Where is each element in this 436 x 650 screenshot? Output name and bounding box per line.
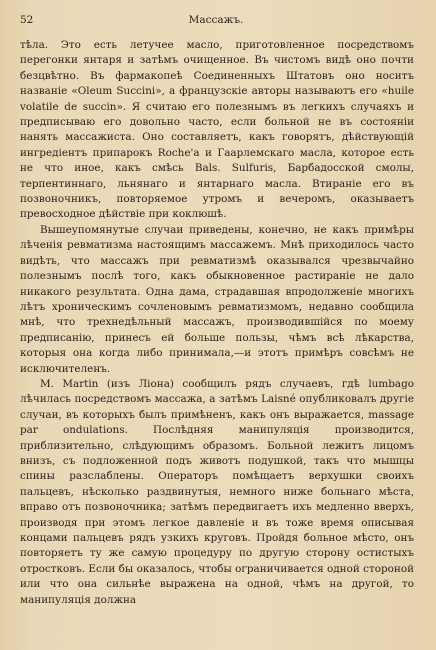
page-body — [20, 38, 414, 608]
paragraph-massage-ondulations: М. Martin (изъ Ліона) сообщилъ рядъ случаевъ, гдѣ lumbago лѣчилась посредствомъ массажа, а затѣмъ Laisné опубликовалъ другіе случаи, въ которыхъ былъ примѣненъ, какъ онъ выражается, massage par ondulations. Послѣдняя манипуляція производится, приблизительно, слѣдующимъ образомъ. Больной лежитъ лицомъ внизъ, съ подложенной подъ животъ подушкой, такъ что мышцы спины разслаблены. Операторъ помѣщаетъ верхушки своихъ пальцевъ, нѣсколько раздвинутыя, немного ниже больнаго мѣста, вправо отъ позвоночника; затѣмъ передвигаетъ ихъ медленно вверхъ, производя при этомъ легкое давленіе и въ тоже время описывая концами пальцевъ рядъ узкихъ круговъ. Пройдя больное мѣсто, онъ повторяетъ ту же самую процедуру по другую сторону остистыхъ отростковъ. Если бы оказалось, чтобы ограничивается одной стороной или что она сильнѣе выражена на одной, чѣмъ на другой, то манипуляція должна — [20, 377, 414, 606]
paragraph-continuation: тѣла. Это есть летучее масло, приготовленное посредствомъ перегонки янтаря и затѣмъ очищенное. Въ чистомъ видѣ оно почти безцвѣтно. Въ фармакопеѣ Соединенныхъ Штатовъ оно носитъ названіе «Oleum Succini», а французскіе авторы называютъ его «huile volatile de succin». Я считаю его полезнымъ въ легкихъ случаяхъ и предписываю его довольно часто, если больной не въ состояніи нанять массажиста. Оно составляетъ, какъ говорятъ, дѣйствующій ингредіентъ припарокъ Roche'а и Гаарлемскаго масла, которое есть не что иное, какъ смѣсь Bals. Sulfuris, Барбадосской смолы, терпентиннаго, льнянаго и янтарнаго масла. Втираніе его въ позвоночникъ, повторяемое утромъ и вечеромъ, оказываетъ превосходное дѣйствіе при коклюшѣ. — [20, 39, 414, 221]
page-header — [20, 14, 412, 30]
running-title: Массажъ. — [188, 14, 244, 26]
paragraph-rheumatism-cases: Вышеупомянутые случаи приведены, конечно, не какъ примѣры лѣченія ревматизма настоящимъ массажемъ. Мнѣ приходилось часто видѣть, что массажъ при ревматизмѣ оказывался чрезвычайно полезнымъ послѣ того, какъ обыкновенное растираніе не дало никакого результата. Одна дама, страдавшая впродолженіе многихъ лѣтъ хроническимъ сочленовымъ ревматизмомъ, недавно сообщила мнѣ, что трехнедѣльный массажъ, производившійся по моему предписанію, принесъ ей больше пользы, чѣмъ всѣ лѣкарства, которыя она когда либо принимала,—и этотъ примѣръ совсѣмъ не исключителенъ. — [20, 223, 414, 375]
page-number: 52 — [20, 14, 34, 26]
